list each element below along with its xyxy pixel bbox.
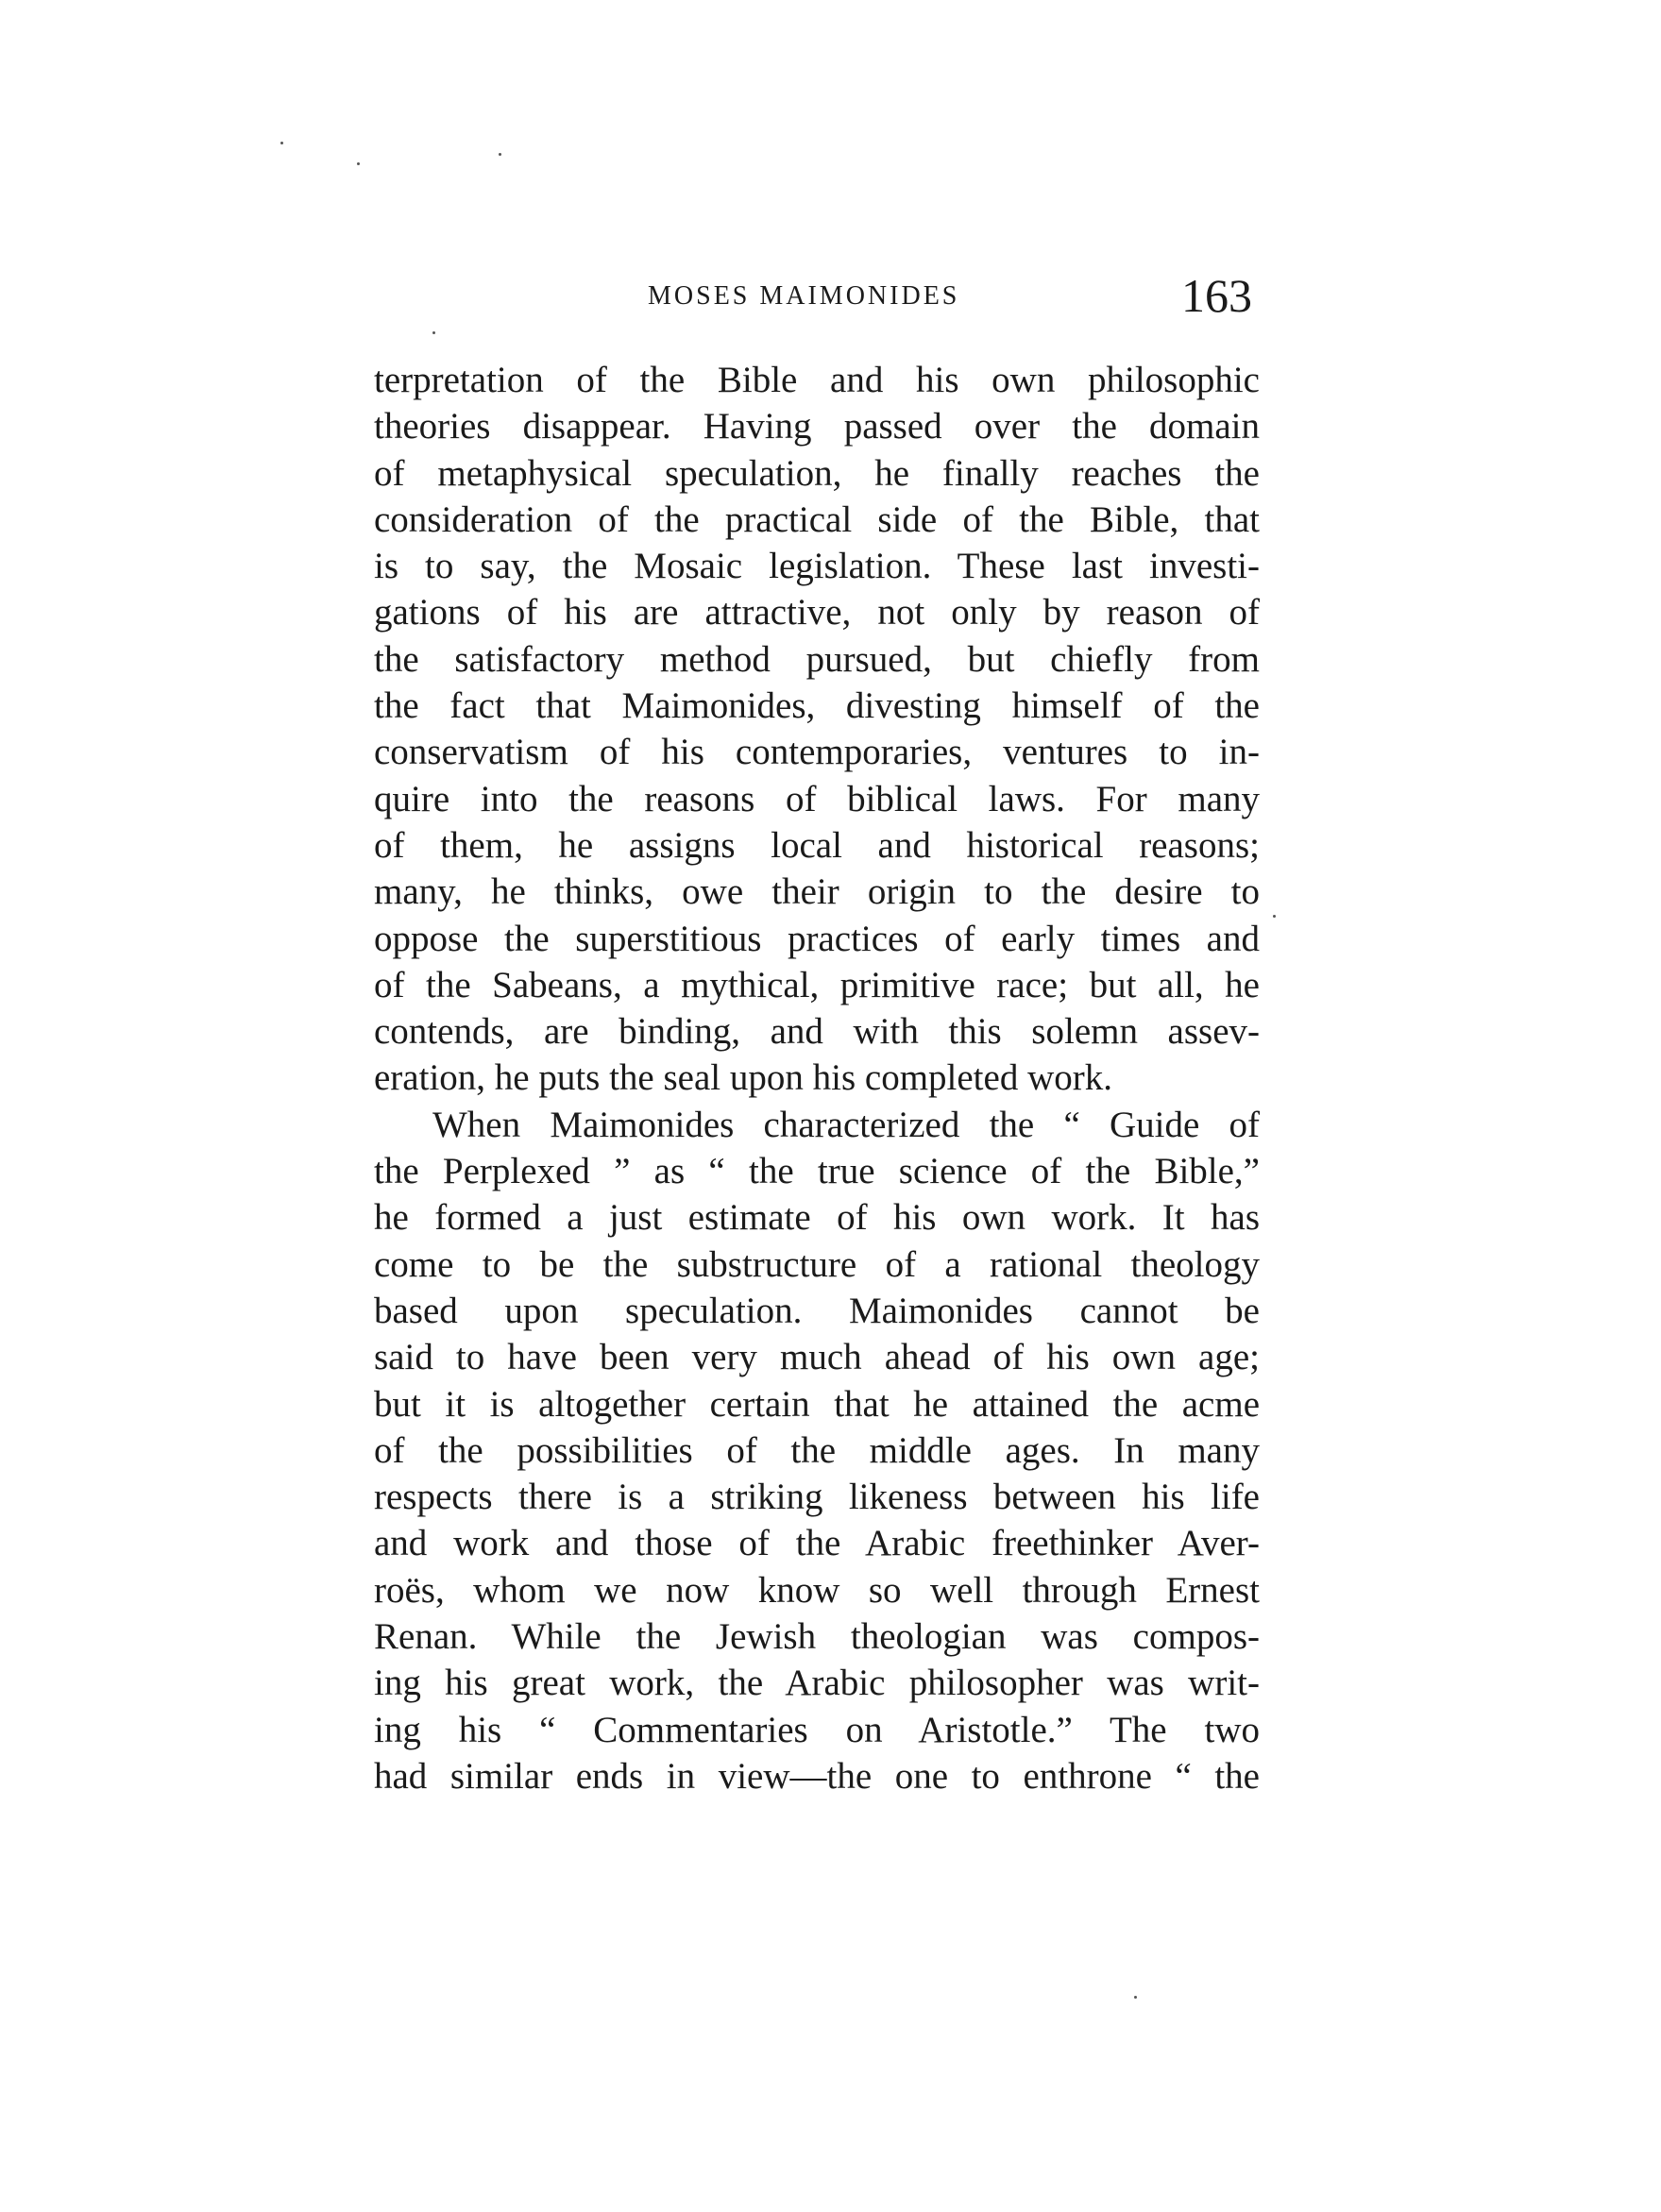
text-line: oppose the superstitious practices of early times and	[374, 918, 1260, 959]
text-body	[374, 357, 1260, 1799]
text-line: of the Sabeans, a mythical, primitive race; but all, he	[374, 964, 1260, 1005]
text-line: gations of his are attractive, not only by reason of	[374, 592, 1260, 633]
text-line: Renan. While the Jewish theologian was compos-	[374, 1616, 1260, 1658]
text-line: consideration of the practical side of the Bible, that	[374, 498, 1260, 540]
text-line: based upon speculation. Maimonides cannot be	[374, 1290, 1260, 1331]
text-line: but it is altogether certain that he attained the acme	[374, 1383, 1260, 1425]
scan-speck	[357, 162, 360, 165]
text-line: come to be the substructure of a rational theology	[374, 1243, 1260, 1285]
text-line: had similar ends in view—the one to enthrone “ the	[374, 1755, 1260, 1797]
text-line: respects there is a striking likeness between his life	[374, 1477, 1260, 1518]
text-line: eration, he puts the seal upon his completed work.	[374, 1057, 1112, 1099]
text-line: the fact that Maimonides, divesting himself of the	[374, 685, 1260, 727]
paragraph-2	[374, 1102, 1260, 1799]
scan-speck	[499, 153, 501, 156]
text-line: and work and those of the Arabic freethinker Aver-	[374, 1523, 1260, 1564]
text-line: of them, he assigns local and historical reasons;	[374, 824, 1260, 866]
text-line: of the possibilities of the middle ages. In many	[374, 1429, 1260, 1471]
running-head	[374, 269, 1260, 336]
paragraph-1	[374, 357, 1260, 1102]
text-line: theories disappear. Having passed over the domain	[374, 406, 1260, 447]
text-line: ing his “ Commentaries on Aristotle.” The two	[374, 1709, 1260, 1750]
scan-speck	[1134, 1996, 1137, 1999]
page-number: 163	[1181, 269, 1252, 322]
text-line: is to say, the Mosaic legislation. These last investi-	[374, 546, 1260, 587]
text-line: the Perplexed ” as “ the true science of the Bible,”	[374, 1151, 1260, 1192]
scan-speck	[280, 142, 283, 144]
text-line: conservatism of his contemporaries, ventures to in-	[374, 732, 1260, 773]
text-line: terpretation of the Bible and his own philosophic	[374, 360, 1260, 400]
scan-speck	[432, 331, 435, 334]
text-line: When Maimonides characterized the “ Guide of	[432, 1104, 1260, 1145]
scan-speck	[1273, 915, 1276, 918]
text-line: quire into the reasons of biblical laws. For many	[374, 778, 1260, 819]
text-line: many, he thinks, owe their origin to the desire to	[374, 871, 1260, 913]
text-line: ing his great work, the Arabic philosopher was writ-	[374, 1663, 1260, 1704]
text-line: of metaphysical speculation, he finally reaches the	[374, 452, 1260, 494]
running-title: MOSES MAIMONIDES	[648, 281, 960, 311]
text-line: roës, whom we now know so well through Ernest	[374, 1569, 1260, 1611]
text-line: contends, are binding, and with this solemn assev-	[374, 1011, 1260, 1053]
text-line: he formed a just estimate of his own work. It has	[374, 1197, 1260, 1239]
text-line: the satisfactory method pursued, but chiefly from	[374, 638, 1260, 680]
text-line: said to have been very much ahead of his own age;	[374, 1337, 1260, 1378]
